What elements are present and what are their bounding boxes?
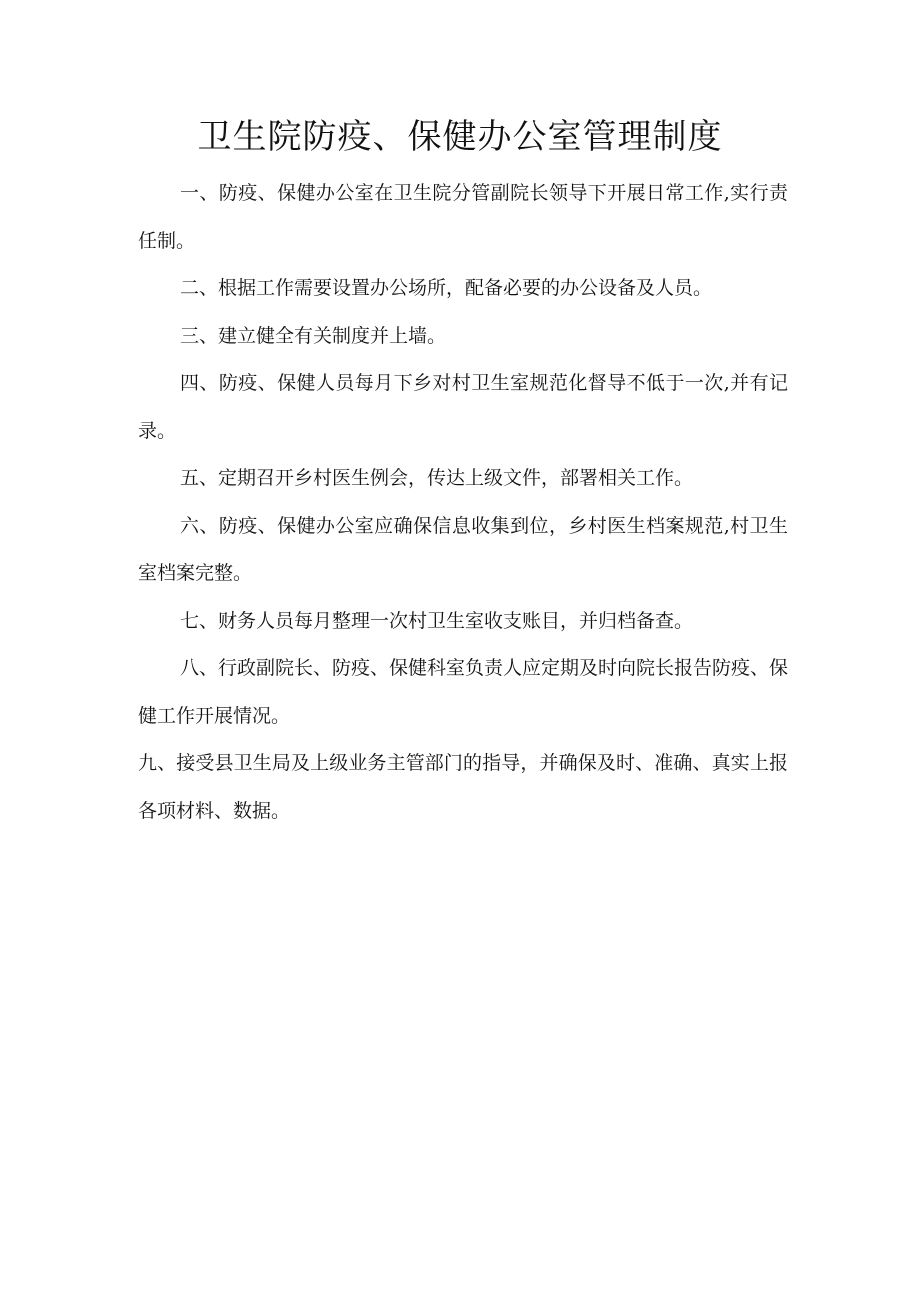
document-title: 卫生院防疫、保健办公室管理制度 bbox=[197, 117, 723, 157]
paragraph-4: 四、防疫、保健人员每月下乡对村卫生室规范化督导不低于一次,并有记录。 bbox=[138, 372, 788, 442]
paragraph-1: 一、防疫、保健办公室在卫生院分管副院长领导下开展日常工作,实行责任制。 bbox=[138, 182, 788, 252]
paragraph-6: 六、防疫、保健办公室应确保信息收集到位，乡村医生档案规范,村卫生室档案完整。 bbox=[138, 514, 788, 584]
paragraph-5: 五、定期召开乡村医生例会，传达上级文件，部署相关工作。 bbox=[180, 467, 694, 489]
paragraph-7: 七、财务人员每月整理一次村卫生室收支账目，并归档备查。 bbox=[180, 609, 694, 632]
paragraph-2: 二、根据工作需要设置办公场所，配备必要的办公设备及人员。 bbox=[180, 277, 713, 299]
paragraph-3: 三、建立健全有关制度并上墙。 bbox=[180, 324, 447, 347]
paragraph-9: 九、接受县卫生局及上级业务主管部门的指导，并确保及时、准确、真实上报各项材料、数据。 bbox=[138, 752, 788, 822]
document-body bbox=[138, 170, 788, 835]
paragraph-8: 八、行政副院长、防疫、保健科室负责人应定期及时向院长报告防疫、保健工作开展情况。 bbox=[138, 657, 789, 727]
